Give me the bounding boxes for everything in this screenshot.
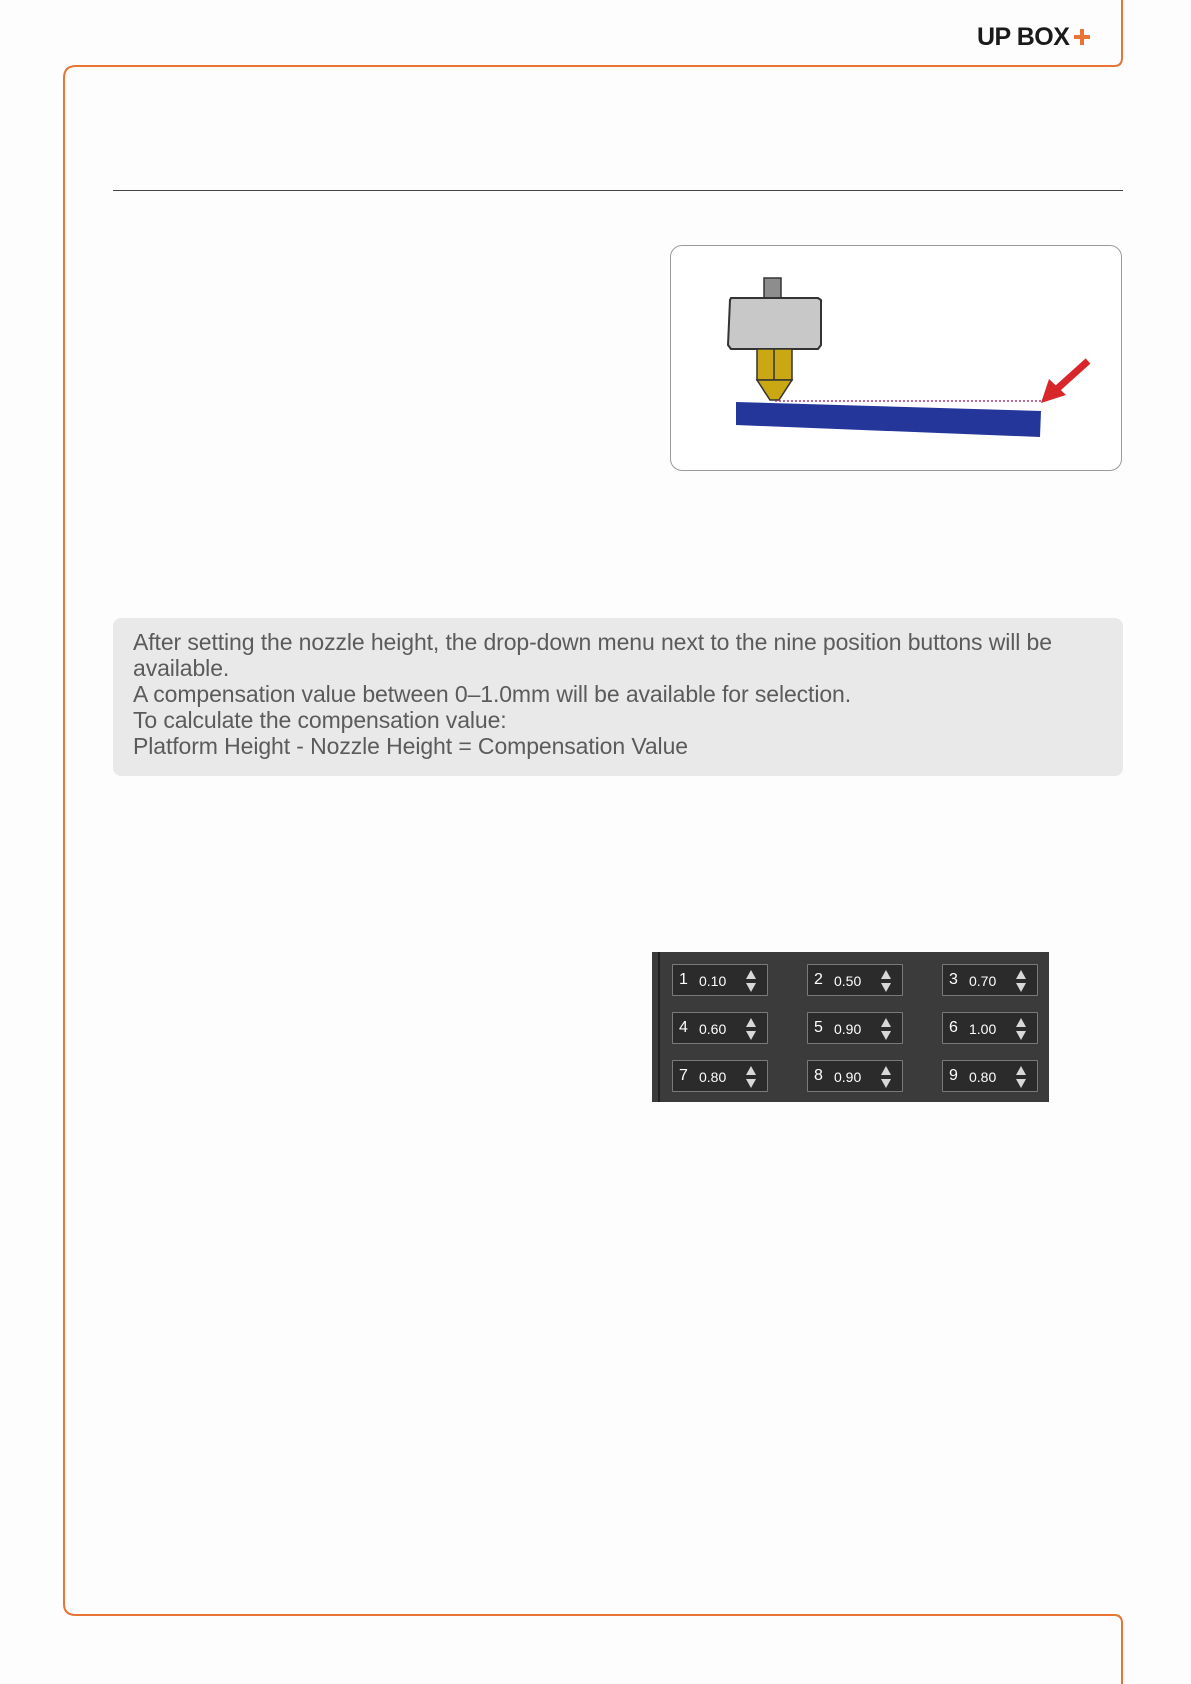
panel-edge [658,952,660,1102]
position-number: 4 [679,1019,688,1036]
compensation-value: 0.60 [699,1021,727,1037]
spin-arrows-icon[interactable] [881,968,893,994]
position-1-spinbox[interactable] [672,964,768,996]
position-6-spinbox[interactable] [942,1012,1038,1044]
position-8-spinbox[interactable] [807,1060,903,1092]
spin-arrows-icon[interactable] [1016,1016,1028,1042]
brand-logo-text: UP BOX [977,23,1070,51]
position-number: 2 [814,971,823,988]
compensation-panel [652,952,1049,1102]
position-4-spinbox[interactable] [672,1012,768,1044]
spin-arrows-icon[interactable] [746,968,758,994]
spin-arrows-icon[interactable] [881,1016,893,1042]
print-platform [736,402,1041,437]
compensation-info-box [113,618,1123,776]
compensation-value: 0.80 [699,1069,727,1085]
nozzle-height-figure [670,245,1122,471]
info-line: After setting the nozzle height, the drop-down menu next to the nine position buttons will be [133,629,1052,655]
plus-icon [1074,29,1090,45]
position-number: 1 [679,971,688,988]
compensation-value: 0.90 [834,1069,862,1085]
spin-arrows-icon[interactable] [1016,1064,1028,1090]
position-9-spinbox[interactable] [942,1060,1038,1092]
position-number: 8 [814,1067,823,1084]
brand-logo [977,20,1107,56]
position-number: 6 [949,1019,958,1036]
compensation-value: 0.10 [699,973,727,989]
compensation-value: 0.90 [834,1021,862,1037]
compensation-value: 0.70 [969,973,997,989]
red-arrow-icon [1041,361,1088,403]
spin-arrows-icon[interactable] [746,1064,758,1090]
info-formula: Platform Height - Nozzle Height = Compensation Value [133,733,688,759]
section-divider [113,190,1123,191]
spin-arrows-icon[interactable] [1016,968,1028,994]
info-line: A compensation value between 0–1.0mm will be available for selection. [133,681,852,707]
info-line: To calculate the compensation value: [133,707,507,733]
compensation-value: 1.00 [969,1021,997,1037]
position-3-spinbox[interactable] [942,964,1038,996]
compensation-value: 0.80 [969,1069,997,1085]
nozzle-icon [728,278,821,400]
position-2-spinbox[interactable] [807,964,903,996]
position-number: 7 [679,1067,688,1084]
position-number: 3 [949,971,958,988]
position-5-spinbox[interactable] [807,1012,903,1044]
spin-arrows-icon[interactable] [881,1064,893,1090]
position-number: 5 [814,1019,823,1036]
spin-arrows-icon[interactable] [746,1016,758,1042]
info-line: available. [133,655,230,681]
position-number: 9 [949,1067,958,1084]
position-7-spinbox[interactable] [672,1060,768,1092]
compensation-value: 0.50 [834,973,862,989]
